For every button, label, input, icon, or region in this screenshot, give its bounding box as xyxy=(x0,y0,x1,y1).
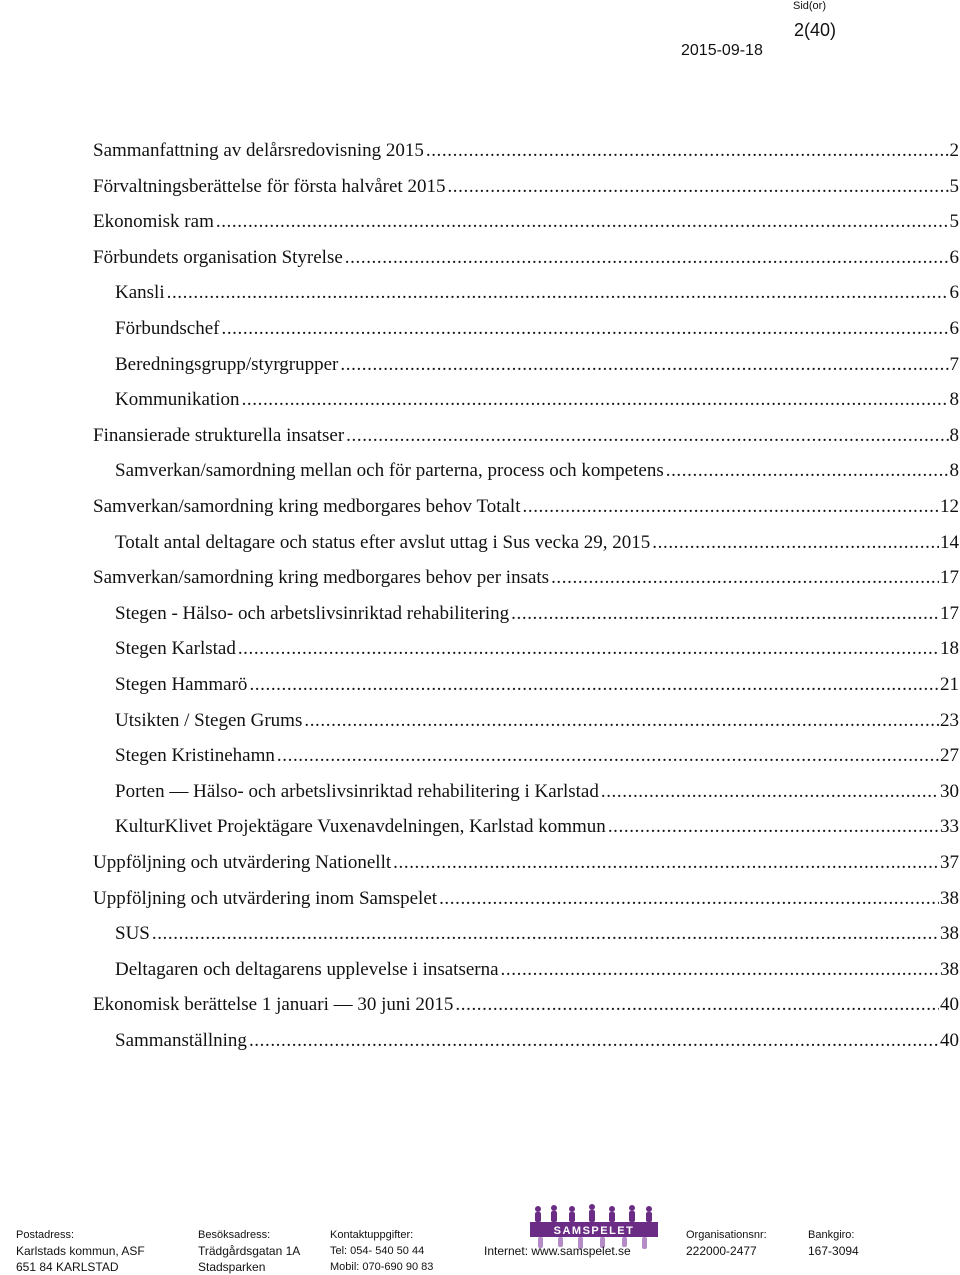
toc-entry-page: 33 xyxy=(940,816,959,838)
contact-phone: Tel: 054- 540 50 44 xyxy=(330,1245,425,1257)
toc-entry[interactable] xyxy=(93,496,959,526)
toc-entry-page: 21 xyxy=(940,674,959,695)
toc-entry-page: 23 xyxy=(940,709,959,731)
toc-entry-page: 7 xyxy=(949,353,959,375)
bank-giro xyxy=(808,1227,859,1259)
toc-entry-title: Totalt antal deltagare och status efter avslut uttag i Sus vecka 29, 2015 xyxy=(115,531,651,553)
toc-entry-title: Kansli xyxy=(115,282,165,304)
toc-entry[interactable] xyxy=(93,460,959,490)
toc-dot-leader xyxy=(439,888,939,910)
toc-entry[interactable] xyxy=(93,923,959,953)
toc-entry[interactable] xyxy=(93,638,959,668)
visiting-address-line2: Stadsparken xyxy=(198,1260,266,1274)
toc-entry[interactable] xyxy=(93,247,959,277)
toc-entry-title: Förvaltningsberättelse för första halvåret 2015 xyxy=(93,175,446,197)
toc-dot-leader xyxy=(523,496,940,518)
toc-dot-leader xyxy=(455,994,939,1016)
toc-dot-leader xyxy=(345,247,949,269)
toc-entry-title: Beredningsgrupp/styrgrupper xyxy=(115,353,339,375)
toc-entry[interactable] xyxy=(93,140,959,170)
toc-entry-title: Kommunikation xyxy=(115,389,240,411)
toc-entry[interactable] xyxy=(93,211,959,241)
toc-entry-title: Uppföljning och utvärdering Nationellt xyxy=(93,852,392,873)
toc-entry-page: 27 xyxy=(940,745,959,767)
toc-dot-leader xyxy=(249,1030,939,1052)
toc-dot-leader xyxy=(393,852,939,874)
toc-dot-leader xyxy=(346,425,948,447)
toc-entry-page: 12 xyxy=(940,496,959,517)
visiting-address xyxy=(198,1227,300,1275)
toc-dot-leader xyxy=(340,354,948,376)
toc-entry-page: 14 xyxy=(940,531,959,553)
toc-entry-page: 6 xyxy=(949,246,959,268)
postal-address-line2: 651 84 KARLSTAD xyxy=(16,1260,119,1274)
toc-entry[interactable] xyxy=(93,852,959,882)
toc-entry[interactable] xyxy=(93,745,959,775)
toc-entry-page: 38 xyxy=(940,958,959,980)
toc-entry-page: 6 xyxy=(949,282,959,304)
bank-giro-label: Bankgiro: xyxy=(808,1229,855,1241)
toc-entry-page: 8 xyxy=(949,460,959,482)
toc-entry-page: 18 xyxy=(940,638,959,660)
toc-entry-title: Finansierade strukturella insatser xyxy=(93,424,345,446)
toc-entry-page: 37 xyxy=(940,852,959,873)
toc-entry-page: 40 xyxy=(940,994,959,1016)
toc-dot-leader xyxy=(304,710,939,732)
toc-entry-title: Samverkan/samordning kring medborgares behov Totalt xyxy=(93,496,521,517)
toc-entry[interactable] xyxy=(93,176,959,206)
organisation-number xyxy=(686,1227,767,1259)
bank-giro-value: 167-3094 xyxy=(808,1244,859,1258)
toc-entry-title: KulturKlivet Projektägare Vuxenavdelningen, Karlstad kommun xyxy=(115,816,606,838)
toc-entry-title: Porten — Hälso- och arbetslivsinriktad rehabilitering i Karlstad xyxy=(115,780,599,802)
postal-address-line1: Karlstads kommun, ASF xyxy=(16,1244,145,1258)
toc-entry-title: Stegen - Hälso- och arbetslivsinriktad rehabilitering xyxy=(115,602,510,624)
toc-entry[interactable] xyxy=(93,888,959,918)
toc-entry-title: Uppföljning och utvärdering inom Samspelet xyxy=(93,887,438,909)
toc-entry-page: 30 xyxy=(940,780,959,802)
toc-dot-leader xyxy=(242,389,949,411)
toc-entry-title: Ekonomisk berättelse 1 januari — 30 juni 2015 xyxy=(93,994,454,1016)
website-link[interactable]: Internet: www.samspelet.se xyxy=(484,1244,631,1258)
contact-mobile: Mobil: 070-690 90 83 xyxy=(330,1261,434,1273)
toc-dot-leader xyxy=(167,282,949,304)
toc-entry[interactable] xyxy=(93,282,959,312)
toc-entry[interactable] xyxy=(93,994,959,1024)
toc-entry[interactable] xyxy=(93,959,959,989)
toc-dot-leader xyxy=(601,781,939,803)
toc-dot-leader xyxy=(221,318,948,340)
toc-dot-leader xyxy=(216,211,949,233)
toc-entry[interactable] xyxy=(93,532,959,562)
visiting-address-line1: Trädgårdsgatan 1A xyxy=(198,1244,301,1258)
contact-info-label: Kontaktuppgifter: xyxy=(330,1229,414,1241)
toc-entry-title: Samverkan/samordning mellan och för parterna, process och kompetens xyxy=(115,460,664,482)
contact-info xyxy=(330,1227,433,1275)
toc-entry[interactable] xyxy=(93,816,959,846)
toc-entry-title: Ekonomisk ram xyxy=(93,211,214,233)
toc-dot-leader xyxy=(608,816,939,838)
website-info xyxy=(484,1243,631,1259)
org-number-label: Organisationsnr: xyxy=(686,1229,767,1241)
toc-entry-page: 8 xyxy=(949,424,959,446)
org-number-value: 222000-2477 xyxy=(686,1244,757,1258)
logo-text: SAMSPELET xyxy=(553,1225,635,1237)
toc-entry-page: 5 xyxy=(949,175,959,197)
toc-entry-page: 38 xyxy=(940,887,959,909)
toc-dot-leader xyxy=(238,638,939,660)
toc-entry[interactable] xyxy=(93,318,959,348)
postal-address-label: Postadress: xyxy=(16,1229,75,1241)
page-number: 2(40) xyxy=(793,20,836,40)
toc-dot-leader xyxy=(652,532,939,554)
toc-entry-title: Sammanställning xyxy=(115,1030,247,1051)
toc-entry-page: 5 xyxy=(949,211,959,233)
toc-entry[interactable] xyxy=(93,710,959,740)
page-label: Sid(or) xyxy=(792,0,826,12)
toc-entry[interactable] xyxy=(93,425,959,455)
postal-address xyxy=(16,1227,145,1275)
toc-dot-leader xyxy=(249,674,939,696)
toc-entry-page: 17 xyxy=(940,602,959,624)
toc-entry[interactable] xyxy=(93,567,959,597)
toc-dot-leader xyxy=(551,567,939,589)
toc-entry[interactable] xyxy=(93,603,959,633)
toc-entry-title: Stegen Karlstad xyxy=(115,638,236,660)
toc-entry-title: Förbundschef xyxy=(115,318,220,339)
toc-entry[interactable] xyxy=(93,1030,959,1060)
toc-entry-page: 40 xyxy=(940,1030,959,1051)
toc-entry-title: Förbundets organisation Styrelse xyxy=(93,246,343,268)
toc-entry-title: Sammanfattning av delårsredovisning 2015 xyxy=(93,140,424,161)
toc-entry-title: Stegen Kristinehamn xyxy=(115,745,275,767)
toc-dot-leader xyxy=(426,140,949,162)
toc-entry-page: 2 xyxy=(949,140,959,161)
page-footer xyxy=(0,1205,960,1274)
toc-entry-title: Samverkan/samordning kring medborgares behov per insats xyxy=(93,567,550,589)
toc-dot-leader xyxy=(277,745,939,767)
toc-entry-title: Deltagaren och deltagarens upplevelse i insatserna xyxy=(115,958,499,980)
toc-entry-title: SUS xyxy=(115,923,150,945)
toc-dot-leader xyxy=(501,959,939,981)
toc-dot-leader xyxy=(447,176,948,198)
toc-entry[interactable] xyxy=(93,674,959,704)
toc-entry-page: 6 xyxy=(949,318,959,339)
toc-entry[interactable] xyxy=(93,389,959,419)
toc-entry-title: Utsikten / Stegen Grums xyxy=(115,709,303,731)
toc-entry-page: 17 xyxy=(940,567,959,589)
toc-entry-page: 8 xyxy=(949,389,959,411)
toc-entry[interactable] xyxy=(93,354,959,384)
visiting-address-label: Besöksadress: xyxy=(198,1229,271,1241)
toc-dot-leader xyxy=(511,603,939,625)
toc-entry-title: Stegen Hammarö xyxy=(115,674,248,695)
document-date: 2015-09-18 xyxy=(681,42,763,59)
toc-entry-page: 38 xyxy=(940,923,959,945)
toc-dot-leader xyxy=(666,460,949,482)
toc-entry[interactable] xyxy=(93,781,959,811)
toc-dot-leader xyxy=(152,923,939,945)
